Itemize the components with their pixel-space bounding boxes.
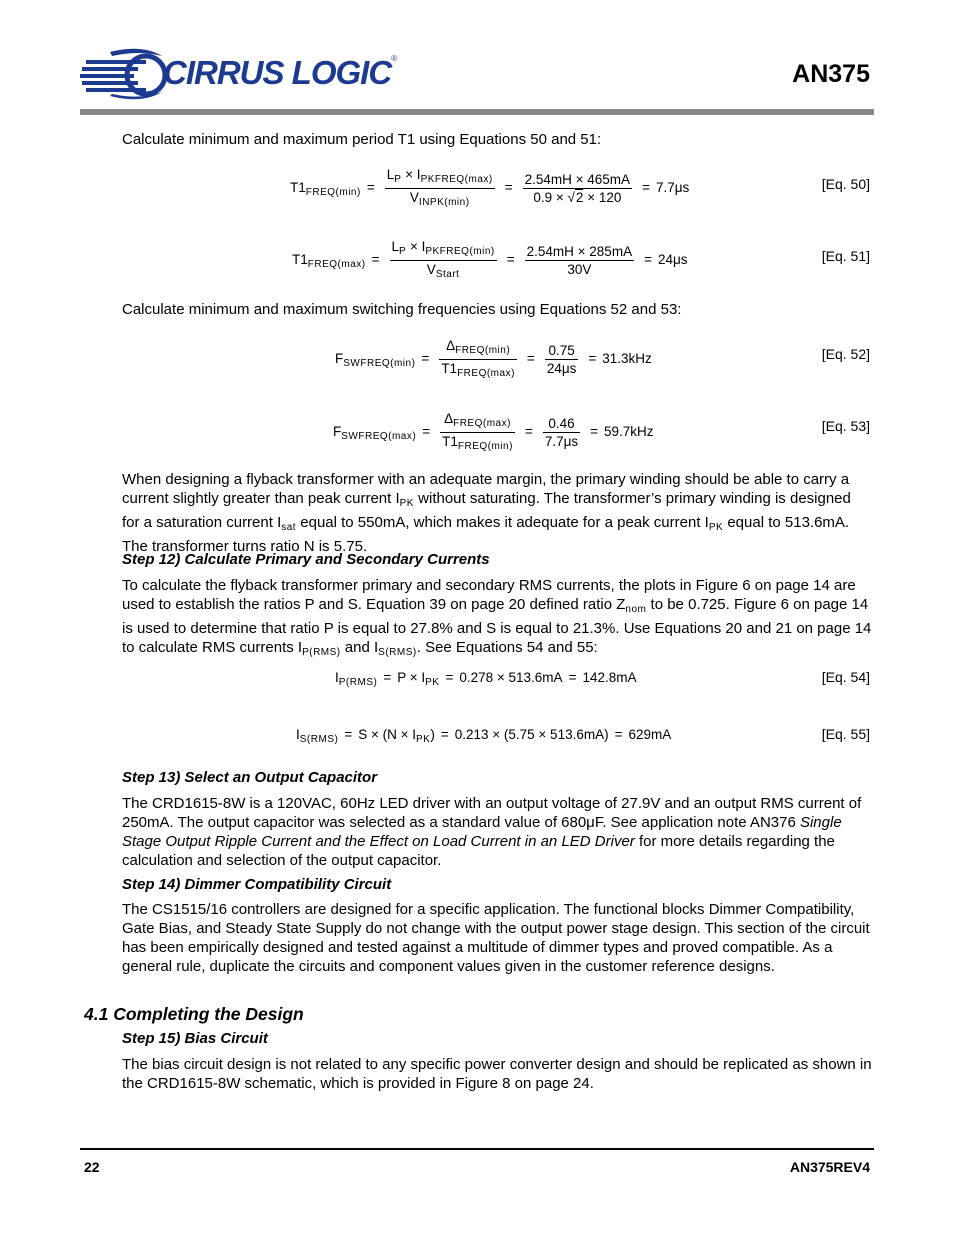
- frequency-intro: Calculate minimum and maximum switching frequencies using Equations 52 and 53:: [122, 301, 682, 318]
- step-14-heading: Step 14) Dimmer Compatibility Circuit: [122, 876, 392, 893]
- equation-51: $T1_{FREQ(max)}$ = $\frac{L_P \times I_{PKFREQ(min)}}{V_{Start}}$ = $\frac{2.54mH \times 285mA}{30V}$ = 24μs: [292, 239, 688, 280]
- equation-53: $F_{SWFREQ(max)}$ = $\frac{\Delta_{FREQ(max)}}{T1_{FREQ(min)}}$ = $\frac{0.46}{7.7\mu s}$ = 59.7kHz: [333, 411, 654, 452]
- flyback-paragraph: When designing a flyback transformer with an adequate margin, the primary winding should be able to carry a current slightly greater than peak current $I_{PK}$ without saturating. The transformer’s primary winding is designed for a saturation current $I_{sat}$ equal to 550mA, which makes it adequate for a peak current $I_{PK}$ equal to 513.6mA. The transformer turns ratio N is 5.75.: [122, 471, 851, 555]
- document-id: AN375: [792, 60, 870, 88]
- equation-55-tag: [Eq. 55]: [821, 726, 870, 742]
- section-heading: 4.1 Completing the Design: [84, 1004, 304, 1024]
- footer-rule: [80, 1148, 874, 1150]
- step-15-heading: Step 15) Bias Circuit: [122, 1030, 268, 1047]
- rms-paragraph: To calculate the flyback transformer primary and secondary RMS currents, the plots in Figure 6 on page 14 are used to establish the ratios P and S. Equation 39 on page 20 defined ratio $Z_{nom}$ to be 0.725. Figure 6 on page 14 is used to determine that ratio P is equal to 27.8% and S is equal to 21.3%. Use Equations 20 and 21 on page 14 to calculate RMS currents $I_{P(RMS)}$ and $I_{S(RMS)}$. See Equations 54 and 55:: [122, 577, 872, 658]
- equation-52: $F_{SWFREQ(min)}$ = $\frac{\Delta_{FREQ(min)}}{T1_{FREQ(max)}}$ = $\frac{0.75}{24\mu s}$ = 31.3kHz: [335, 338, 652, 379]
- cirrus-logic-logo: CIRRUS LOGIC®: [80, 46, 370, 104]
- document-revision: AN375REV4: [789, 1159, 870, 1175]
- equation-50-tag: [Eq. 50]: [821, 176, 870, 192]
- period-intro: Calculate minimum and maximum period T1 using Equations 50 and 51:: [122, 131, 602, 148]
- dimmer-paragraph: The CS1515/16 controllers are designed for a specific application. The functional blocks Dimmer Compatibility, Gate Bias, and Steady State Supply do not change with the output power stage design. This section of the circuit has been empirically designed and tested against a multitude of dimmer types and proved compatible. As a general rule, duplicate the circuits and component values given in the customer reference designs.: [122, 901, 870, 975]
- equation-53-tag: [Eq. 53]: [821, 418, 870, 434]
- equation-52-tag: [Eq. 52]: [821, 346, 870, 362]
- equation-55: $I_{S(RMS)} = S \times (N \times I_{PK}) = 0.213 \times (5.75 \times 513.6mA) = 629mA$: [296, 727, 672, 745]
- page-number: 22: [84, 1159, 100, 1175]
- header-rule: [80, 109, 874, 115]
- step-12-heading: Step 12) Calculate Primary and Secondary Currents: [122, 551, 490, 568]
- equation-54-tag: [Eq. 54]: [821, 669, 870, 685]
- bias-paragraph: The bias circuit design is not related to any specific power converter design and should be replicated as shown in the CRD1615-8W schematic, which is provided in Figure 8 on page 24.: [122, 1056, 872, 1092]
- equation-54: $I_{P(RMS)} = P \times I_{PK} = 0.278 \times 513.6mA = 142.8mA$: [335, 670, 637, 688]
- capacitor-paragraph: The CRD1615-8W is a 120VAC, 60Hz LED driver with an output voltage of 27.9V and an output RMS current of 250mA. The output capacitor was selected as a standard value of 680μF. See application note AN376 Single Stage Output Ripple Current and the Effect on Load Current in an LED Driver for more details regarding the calculation and selection of the output capacitor.: [122, 795, 862, 869]
- equation-51-tag: [Eq. 51]: [821, 248, 870, 264]
- equation-50: $T1_{FREQ(min)}$ = $\frac{L_P \times I_{PKFREQ(max)}}{V_{INPK(min)}}$ = $\frac{2.54mH \times 465mA}{0.9 \times √2 \times 120}$ = 7.7μs: [290, 167, 690, 208]
- step-13-heading: Step 13) Select an Output Capacitor: [122, 769, 378, 786]
